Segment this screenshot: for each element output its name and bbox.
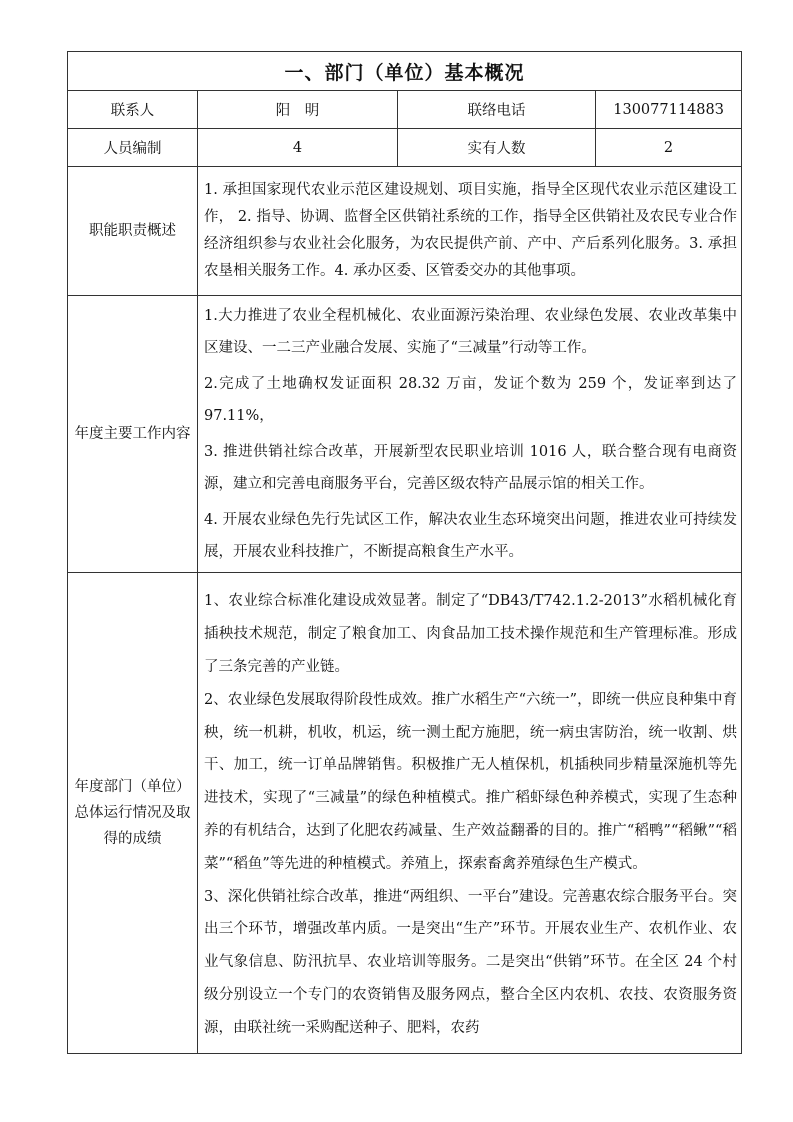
contact-label: 联系人 xyxy=(68,91,198,129)
duties-label: 职能职责概述 xyxy=(68,167,198,296)
achievement-item: 2、农业绿色发展取得阶段性成效。推广水稻生产“六统一”，即统一供应良种集中育秧，统一机耕，机收，机运，统一测土配方施肥，统一病虫害防治，统一收割、烘干、加工，统一订单品牌销售。积极推广无人植保机，机插秧同步精量深施机等先进技术，实现了“三减量”的绿色种植模式。推广稻虾绿色种养模式，实现了生态种养的有机结合，达到了化肥农药减量、生产效益翻番的目的。推广“稻鸭”“稻鳅”“稻菜”“稻鱼”等先进的种植模式。养殖上，探索畜禽养殖绿色生产模式。 xyxy=(204,691,738,872)
annual-work-item: 4. 开展农业绿色先行先试区工作，解决农业生态环境突出问题，推进农业可持续发展，开展农业科技推广，不断提高粮食生产水平。 xyxy=(204,512,738,560)
duties-text: 1. 承担国家现代农业示范区建设规划、项目实施，指导全区现代农业示范区建设工作， 2. 指导、协调、监督全区供销社系统的工作，指导全区供销社及农民专业合作经济组织参与农业社会化服务，为农民提供产前、产中、产后系列化服务。3. 承担农垦相关服务工作。4. 承办区委、区管委交办的其他事项。 xyxy=(198,167,742,296)
achievement-item: 1、农业综合标准化建设成效显著。制定了“DB43/T742.1.2-2013”水稻机械化育插秧技术规范，制定了粮食加工、肉食品加工技术操作规范和生产管理标准。形成了三条完善的产业链。 xyxy=(204,593,738,676)
staff-quota-label: 人员编制 xyxy=(68,129,198,167)
table-title: 一、部门（单位）基本概况 xyxy=(68,52,742,91)
annual-work-label: 年度主要工作内容 xyxy=(68,296,198,573)
contact-value: 阳 明 xyxy=(198,91,398,129)
achievement-item: 3、深化供销社综合改革，推进“两组织、一平台”建设。完善惠农综合服务平台。突出三个环节，增强改革内质。一是突出“生产”环节。开展农业生产、农机作业、农业气象信息、防汛抗旱、农业培训等服务。二是突出“供销”环节。在全区 24 个村级分别设立一个专门的农资销售及服务网点，整合全区内农机、农技、农资服务资源，由联社统一采购配送种子、肥料，农药 xyxy=(204,888,738,1036)
staff-actual-label: 实有人数 xyxy=(398,129,596,167)
staff-actual-value: 2 xyxy=(596,129,742,167)
annual-work-item: 1.大力推进了农业全程机械化、农业面源污染治理、农业绿色发展、农业改革集中区建设、一二三产业融合发展、实施了“三减量”行动等工作。 xyxy=(204,308,738,356)
annual-work-item: 3. 推进供销社综合改革，开展新型农民职业培训 1016 人，联合整合现有电商资源，建立和完善电商服务平台，完善区级农特产品展示馆的相关工作。 xyxy=(204,444,738,492)
annual-work-content xyxy=(198,296,742,573)
phone-label: 联络电话 xyxy=(398,91,596,129)
phone-value: 13007711488З xyxy=(596,91,742,129)
achievements-label: 年度部门（单位）总体运行情况及取得的成绩 xyxy=(68,573,198,1054)
achievements-content xyxy=(198,573,742,1054)
staff-quota-value: 4 xyxy=(198,129,398,167)
overview-table xyxy=(67,51,742,1054)
annual-work-item: 2.完成了土地确权发证面积 28.32 万亩，发证个数为 259 个，发证率到达了 97.11%， xyxy=(204,376,738,424)
